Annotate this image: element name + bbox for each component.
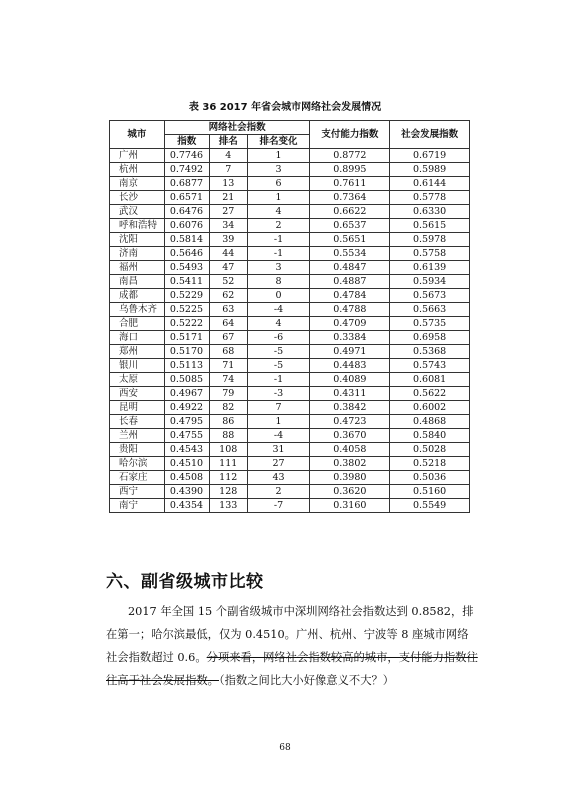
cell-rank-change: 6 xyxy=(247,177,310,191)
cell-rank-change: -7 xyxy=(247,499,310,513)
cell-rank: 64 xyxy=(209,317,247,331)
cell-city: 西宁 xyxy=(110,485,165,499)
data-table xyxy=(109,120,470,513)
cell-social: 0.4868 xyxy=(390,415,470,429)
cell-social: 0.5673 xyxy=(390,289,470,303)
cell-rank-change: -3 xyxy=(247,387,310,401)
cell-index: 0.4510 xyxy=(164,457,209,471)
cell-city: 长沙 xyxy=(110,191,165,205)
table-row xyxy=(110,219,470,233)
cell-payment: 0.3842 xyxy=(310,401,390,415)
cell-rank: 67 xyxy=(209,331,247,345)
cell-index: 0.5171 xyxy=(164,331,209,345)
table-row xyxy=(110,443,470,457)
cell-rank: 111 xyxy=(209,457,247,471)
cell-index: 0.5229 xyxy=(164,289,209,303)
table-row xyxy=(110,401,470,415)
cell-payment: 0.4709 xyxy=(310,317,390,331)
cell-index: 0.5113 xyxy=(164,359,209,373)
cell-social: 0.5218 xyxy=(390,457,470,471)
cell-city: 海口 xyxy=(110,331,165,345)
cell-payment: 0.8995 xyxy=(310,163,390,177)
cell-payment: 0.3620 xyxy=(310,485,390,499)
cell-city: 西安 xyxy=(110,387,165,401)
table-row xyxy=(110,163,470,177)
table-row xyxy=(110,331,470,345)
cell-rank: 79 xyxy=(209,387,247,401)
cell-social: 0.6144 xyxy=(390,177,470,191)
cell-payment: 0.5651 xyxy=(310,233,390,247)
cell-social: 0.6719 xyxy=(390,149,470,163)
cell-index: 0.4508 xyxy=(164,471,209,485)
table-row xyxy=(110,359,470,373)
cell-payment: 0.6537 xyxy=(310,219,390,233)
cell-index: 0.5646 xyxy=(164,247,209,261)
cell-rank-change: -6 xyxy=(247,331,310,345)
cell-payment: 0.3160 xyxy=(310,499,390,513)
cell-rank: 71 xyxy=(209,359,247,373)
paragraph-text: 2017 年全国 15 个副省级城市中深圳网络社会指数达到 0.8582，排在第一；哈尔滨最低，仅为 0.4510。广州、杭州、宁波等 8 座城市网络社会指数超过 0.6。 xyxy=(106,605,474,664)
cell-rank-change: 31 xyxy=(247,443,310,457)
struck-text: 分项来看，网络社会指数较高的城市，支付能力指数往往高于社会发展指数。 xyxy=(106,651,478,687)
cell-index: 0.4755 xyxy=(164,429,209,443)
cell-payment: 0.4847 xyxy=(310,261,390,275)
cell-payment: 0.4311 xyxy=(310,387,390,401)
cell-social: 0.5028 xyxy=(390,443,470,457)
cell-social: 0.5989 xyxy=(390,163,470,177)
cell-city: 合肥 xyxy=(110,317,165,331)
cell-city: 太原 xyxy=(110,373,165,387)
cell-rank-change: 3 xyxy=(247,261,310,275)
cell-rank-change: -4 xyxy=(247,303,310,317)
cell-rank: 47 xyxy=(209,261,247,275)
cell-index: 0.6476 xyxy=(164,205,209,219)
cell-index: 0.6076 xyxy=(164,219,209,233)
cell-city: 昆明 xyxy=(110,401,165,415)
table-row xyxy=(110,191,470,205)
cell-index: 0.4543 xyxy=(164,443,209,457)
cell-social: 0.5663 xyxy=(390,303,470,317)
table-row xyxy=(110,177,470,191)
cell-social: 0.5735 xyxy=(390,317,470,331)
cell-payment: 0.6622 xyxy=(310,205,390,219)
cell-payment: 0.8772 xyxy=(310,149,390,163)
cell-payment: 0.4887 xyxy=(310,275,390,289)
cell-rank-change: 2 xyxy=(247,485,310,499)
cell-social: 0.5615 xyxy=(390,219,470,233)
cell-payment: 0.4971 xyxy=(310,345,390,359)
cell-rank: 44 xyxy=(209,247,247,261)
cell-city: 郑州 xyxy=(110,345,165,359)
cell-city: 济南 xyxy=(110,247,165,261)
cell-rank-change: 4 xyxy=(247,317,310,331)
table-row xyxy=(110,275,470,289)
cell-rank-change: 3 xyxy=(247,163,310,177)
cell-city: 长春 xyxy=(110,415,165,429)
cell-social: 0.6330 xyxy=(390,205,470,219)
cell-rank: 68 xyxy=(209,345,247,359)
header-social: 社会发展指数 xyxy=(390,121,470,149)
cell-payment: 0.7364 xyxy=(310,191,390,205)
cell-social: 0.5840 xyxy=(390,429,470,443)
cell-index: 0.5814 xyxy=(164,233,209,247)
cell-rank: 39 xyxy=(209,233,247,247)
table-row xyxy=(110,233,470,247)
cell-payment: 0.4788 xyxy=(310,303,390,317)
cell-rank: 4 xyxy=(209,149,247,163)
cell-rank-change: 2 xyxy=(247,219,310,233)
cell-rank: 128 xyxy=(209,485,247,499)
cell-city: 杭州 xyxy=(110,163,165,177)
cell-index: 0.5493 xyxy=(164,261,209,275)
cell-rank: 108 xyxy=(209,443,247,457)
cell-index: 0.5225 xyxy=(164,303,209,317)
cell-rank: 7 xyxy=(209,163,247,177)
cell-social: 0.5758 xyxy=(390,247,470,261)
cell-city: 成都 xyxy=(110,289,165,303)
cell-rank: 74 xyxy=(209,373,247,387)
cell-rank-change: -1 xyxy=(247,247,310,261)
cell-city: 南昌 xyxy=(110,275,165,289)
page-number: 68 xyxy=(279,743,291,753)
cell-index: 0.6571 xyxy=(164,191,209,205)
table-row xyxy=(110,387,470,401)
table-row xyxy=(110,247,470,261)
cell-index: 0.7746 xyxy=(164,149,209,163)
table-row xyxy=(110,289,470,303)
table-row xyxy=(110,499,470,513)
table-row xyxy=(110,149,470,163)
cell-payment: 0.4723 xyxy=(310,415,390,429)
cell-rank-change: 43 xyxy=(247,471,310,485)
table-row xyxy=(110,429,470,443)
cell-city: 贵阳 xyxy=(110,443,165,457)
cell-rank: 13 xyxy=(209,177,247,191)
cell-payment: 0.4483 xyxy=(310,359,390,373)
cell-rank-change: 0 xyxy=(247,289,310,303)
cell-index: 0.4967 xyxy=(164,387,209,401)
table-row xyxy=(110,373,470,387)
table-row xyxy=(110,485,470,499)
cell-rank-change: -1 xyxy=(247,233,310,247)
cell-city: 兰州 xyxy=(110,429,165,443)
cell-index: 0.4390 xyxy=(164,485,209,499)
cell-city: 南京 xyxy=(110,177,165,191)
cell-rank: 133 xyxy=(209,499,247,513)
table-row xyxy=(110,303,470,317)
header-payment: 支付能力指数 xyxy=(310,121,390,149)
cell-payment: 0.3802 xyxy=(310,457,390,471)
table-row xyxy=(110,205,470,219)
section-heading: 六、副省级城市比较 xyxy=(106,572,264,592)
cell-city: 乌鲁木齐 xyxy=(110,303,165,317)
cell-social: 0.5934 xyxy=(390,275,470,289)
cell-city: 银川 xyxy=(110,359,165,373)
cell-rank: 52 xyxy=(209,275,247,289)
cell-payment: 0.4058 xyxy=(310,443,390,457)
header-rank-change: 排名变化 xyxy=(247,135,310,149)
table-body xyxy=(110,149,470,513)
cell-index: 0.4795 xyxy=(164,415,209,429)
cell-index: 0.4922 xyxy=(164,401,209,415)
cell-social: 0.5622 xyxy=(390,387,470,401)
table-caption: 表 36 2017 年省会城市网络社会发展情况 xyxy=(188,102,382,113)
table-row xyxy=(110,317,470,331)
cell-rank-change: 27 xyxy=(247,457,310,471)
cell-payment: 0.3980 xyxy=(310,471,390,485)
table-row xyxy=(110,457,470,471)
cell-rank-change: -5 xyxy=(247,345,310,359)
cell-social: 0.6002 xyxy=(390,401,470,415)
cell-city: 石家庄 xyxy=(110,471,165,485)
cell-social: 0.5549 xyxy=(390,499,470,513)
cell-social: 0.6958 xyxy=(390,331,470,345)
cell-social: 0.6139 xyxy=(390,261,470,275)
cell-payment: 0.4089 xyxy=(310,373,390,387)
cell-rank: 63 xyxy=(209,303,247,317)
cell-city: 呼和浩特 xyxy=(110,219,165,233)
cell-index: 0.5411 xyxy=(164,275,209,289)
table-row xyxy=(110,471,470,485)
paragraph-comment: （指数之间比大小好像意义不大？） xyxy=(218,674,395,687)
cell-social: 0.6081 xyxy=(390,373,470,387)
cell-social: 0.5778 xyxy=(390,191,470,205)
cell-city: 南宁 xyxy=(110,499,165,513)
cell-index: 0.6877 xyxy=(164,177,209,191)
header-network-group: 网络社会指数 xyxy=(164,121,310,135)
cell-payment: 0.7611 xyxy=(310,177,390,191)
table-row xyxy=(110,345,470,359)
cell-rank-change: 1 xyxy=(247,415,310,429)
cell-social: 0.5160 xyxy=(390,485,470,499)
cell-rank-change: 4 xyxy=(247,205,310,219)
cell-rank-change: -1 xyxy=(247,373,310,387)
cell-payment: 0.4784 xyxy=(310,289,390,303)
cell-city: 哈尔滨 xyxy=(110,457,165,471)
header-city: 城市 xyxy=(110,121,165,149)
cell-index: 0.5222 xyxy=(164,317,209,331)
cell-rank-change: -5 xyxy=(247,359,310,373)
table-row xyxy=(110,261,470,275)
cell-rank-change: 1 xyxy=(247,191,310,205)
cell-index: 0.5170 xyxy=(164,345,209,359)
cell-payment: 0.3384 xyxy=(310,331,390,345)
cell-city: 福州 xyxy=(110,261,165,275)
cell-rank: 34 xyxy=(209,219,247,233)
cell-index: 0.4354 xyxy=(164,499,209,513)
header-index: 指数 xyxy=(164,135,209,149)
cell-social: 0.5368 xyxy=(390,345,470,359)
cell-city: 武汉 xyxy=(110,205,165,219)
cell-rank: 82 xyxy=(209,401,247,415)
cell-rank-change: -4 xyxy=(247,429,310,443)
cell-index: 0.5085 xyxy=(164,373,209,387)
cell-social: 0.5036 xyxy=(390,471,470,485)
cell-rank: 21 xyxy=(209,191,247,205)
cell-rank-change: 1 xyxy=(247,149,310,163)
cell-social: 0.5978 xyxy=(390,233,470,247)
cell-index: 0.7492 xyxy=(164,163,209,177)
body-paragraph xyxy=(106,600,478,692)
cell-payment: 0.5534 xyxy=(310,247,390,261)
cell-city: 沈阳 xyxy=(110,233,165,247)
cell-city: 广州 xyxy=(110,149,165,163)
cell-rank-change: 7 xyxy=(247,401,310,415)
cell-rank-change: 8 xyxy=(247,275,310,289)
cell-rank: 88 xyxy=(209,429,247,443)
cell-rank: 112 xyxy=(209,471,247,485)
cell-rank: 86 xyxy=(209,415,247,429)
cell-social: 0.5743 xyxy=(390,359,470,373)
cell-rank: 62 xyxy=(209,289,247,303)
header-rank: 排名 xyxy=(209,135,247,149)
cell-rank: 27 xyxy=(209,205,247,219)
table-row xyxy=(110,415,470,429)
cell-payment: 0.3670 xyxy=(310,429,390,443)
